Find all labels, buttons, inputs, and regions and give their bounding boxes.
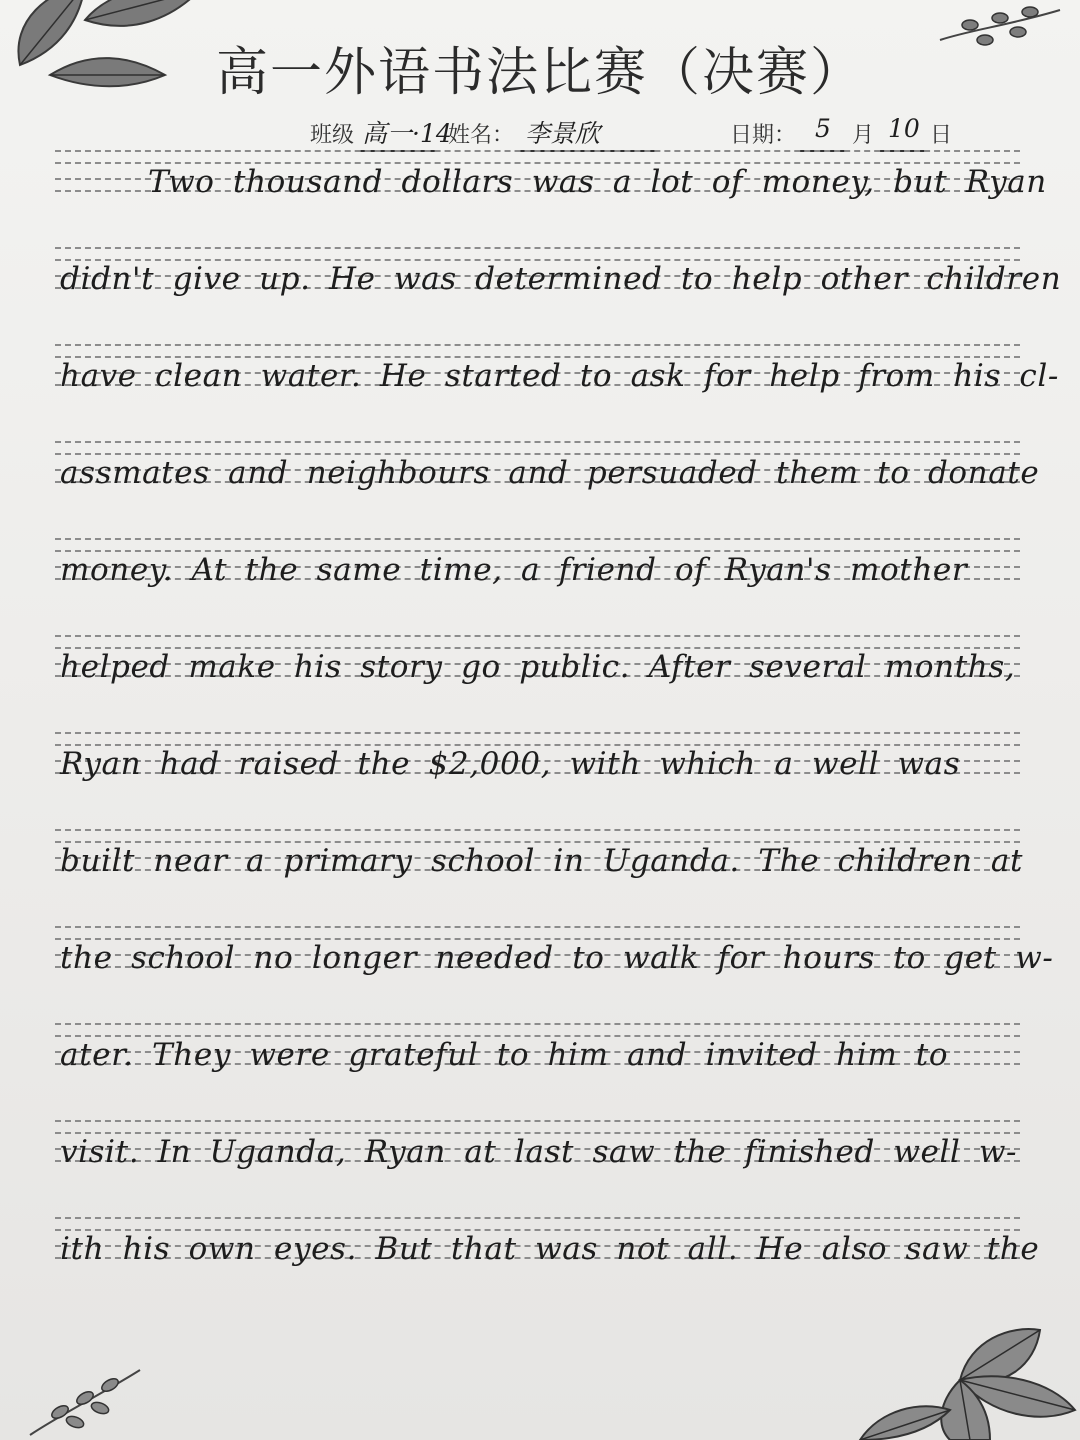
ruled-line <box>55 538 1020 540</box>
ruled-line <box>55 247 1020 249</box>
handwritten-line: assmates and neighbours and persuaded them to donate <box>60 455 1040 491</box>
ruled-line <box>55 344 1020 346</box>
date-label: 日期： <box>730 123 797 148</box>
ruled-line <box>55 150 1020 152</box>
student-info-row <box>140 112 990 152</box>
date-month: 5 <box>815 114 831 143</box>
ruled-line <box>55 1023 1020 1025</box>
vine-icon <box>20 1360 150 1440</box>
page-title: 高一外语书法比赛（决赛） <box>215 43 864 103</box>
ruled-line <box>55 1120 1020 1122</box>
ruled-line <box>55 732 1020 734</box>
ruled-line <box>55 1217 1020 1219</box>
class-label: 班级 <box>310 123 355 148</box>
handwritten-line: helped make his story go public. After several months, <box>60 649 1016 685</box>
handwritten-line: the school no longer needed to walk for hours to get w- <box>60 940 1054 976</box>
handwritten-line: have clean water. He started to ask for help from his cl- <box>60 358 1059 394</box>
ruled-line <box>55 829 1020 831</box>
handwritten-line: didn't give up. He was determined to help other children <box>60 261 1062 297</box>
handwritten-line: ith his own eyes. But that was not all. He also saw the <box>60 1231 1040 1267</box>
handwritten-line: built near a primary school in Uganda. The children at <box>60 843 1024 879</box>
name-label: 姓名： <box>448 123 515 148</box>
handwritten-line: ater. They were grateful to him and invited him to <box>60 1037 949 1073</box>
leaf-icon <box>840 1320 1080 1440</box>
day-label: 日 <box>930 123 953 148</box>
handwritten-line: money. At the same time, a friend of Ryan's mother <box>60 552 968 588</box>
ruled-line <box>55 441 1020 443</box>
ruled-line <box>55 635 1020 637</box>
month-label: 月 <box>852 123 875 148</box>
ruled-line <box>55 926 1020 928</box>
name-value: 李景欣 <box>525 119 601 148</box>
class-value: 高一·14 <box>362 119 452 148</box>
handwritten-line: Ryan had raised the $2,000, with which a well was <box>60 746 961 782</box>
handwritten-line: visit. In Uganda, Ryan at last saw the finished well w- <box>60 1134 1018 1170</box>
handwritten-line: Two thousand dollars was a lot of money, but Ryan <box>148 164 1047 200</box>
date-day: 10 <box>888 114 920 143</box>
